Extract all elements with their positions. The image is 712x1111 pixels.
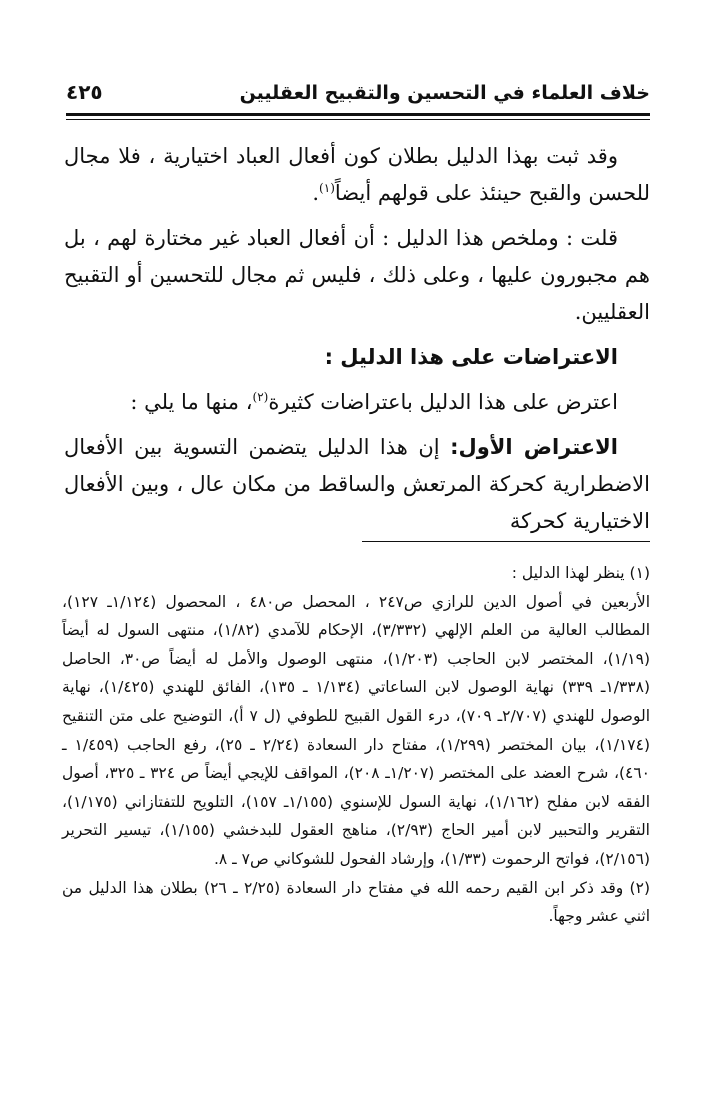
footnotes	[62, 559, 650, 931]
paragraph-3	[64, 384, 650, 421]
footnote-ref-1: (١)	[319, 181, 335, 195]
running-header	[66, 80, 650, 104]
page-number: ٤٢٥	[66, 80, 103, 104]
section-heading: الاعتراضات على هذا الدليل :	[324, 345, 618, 369]
objection-label: الاعتراض الأول:	[450, 435, 618, 459]
header-rule-thick	[66, 113, 650, 116]
paragraph-1-end: .	[312, 181, 320, 205]
footnote-separator	[362, 541, 650, 542]
paragraph-1-text: وقد ثبت بهذا الدليل بطلان كون أفعال العباد اختيارية ، فلا مجال للحسن والقبح حينئذ على قولهم أيضاً	[64, 144, 650, 205]
footnote-ref-2: (٢)	[252, 390, 269, 404]
header-rule-thin	[66, 119, 650, 120]
paragraph-2: قلت : وملخص هذا الدليل : أن أفعال العباد غير مختارة لهم ، بل هم مجبورون عليها ، وعلى ذلك ، فليس ثم مجال للتحسين أو التقبيح العقليين.	[64, 226, 650, 324]
paragraph-3-end: ، منها ما يلي :	[130, 390, 253, 414]
paragraph-4	[64, 429, 650, 540]
footnote-1-title: (١) ينظر لهذا الدليل :	[511, 564, 650, 582]
paragraph-4-text: إن هذا الدليل يتضمن التسوية بين الأفعال الاضطرارية كحركة المرتعش والساقط من مكان عال ، وبين الأفعال الاختيارية كحركة	[64, 435, 650, 533]
footnote-1-text: الأربعين في أصول الدين للرازي ص٢٤٧ ، المحصل ص٤٨٠ ، المحصول (١/١٢٤ـ ١٢٧)، المطالب العالية من العلم الإلهي (٣/٣٣٢)، الإحكام للآمدي (١/٨٢)، منتهى السول له أيضاً (١/١٩)، المختصر لابن الحاجب (١/٢٠٣)، منتهى الوصول والأمل له أيضاً ص٣٠، الحاصل (١/٣٣٨ـ ٣٣٩) نهاية الوصول لابن الساعاتي (١/١٣٤ ـ ١٣٥)، الفائق للهندي (١/٤٢٥)، نهاية الوصول للهندي (٢/٧٠٧ـ ٧٠٩)، درء القول القبيح للطوفي (ل ٧ أ)، التوضيح على متن التنقيح (١/١٧٤)، بيان المختصر (١/٢٩٩)، مفتاح دار السعادة (٢/٢٤ ـ ٢٥)، رفع الحاجب (١/٤٥٩ ـ ٤٦٠)، شرح العضد على المختصر (١/٢٠٧ـ ٢٠٨)، المواقف للإيجي أيضاً ص ٣٢٤ ـ ٣٢٥، أصول الفقه لابن مفلح (١/١٦٢)، نهاية السول للإسنوي (١/١٥٥ـ ١٥٧)، التلويح للتفتازاني (١/١٧٥)، التقرير والتحبير لابن أمير الحاج (٢/٩٣)، مناهج العقول للبدخشي (١/١٥٥)، تيسير التحرير (٢/١٥٦)، فواتح الرحموت (١/٣٣)، وإرشاد الفحول للشوكاني ص٧ ـ ٨.	[62, 592, 651, 868]
paragraph-1	[64, 138, 650, 212]
main-text	[64, 138, 650, 540]
header-title: خلاف العلماء في التحسين والتقبيح العقليين	[239, 82, 650, 104]
paragraph-3-text: اعترض على هذا الدليل باعتراضات كثيرة	[268, 390, 618, 414]
footnote-2: (٢) وقد ذكر ابن القيم رحمه الله في مفتاح دار السعادة (٢/٢٥ ـ ٢٦) بطلان هذا الدليل من اثني عشر وجهاً.	[62, 878, 650, 926]
